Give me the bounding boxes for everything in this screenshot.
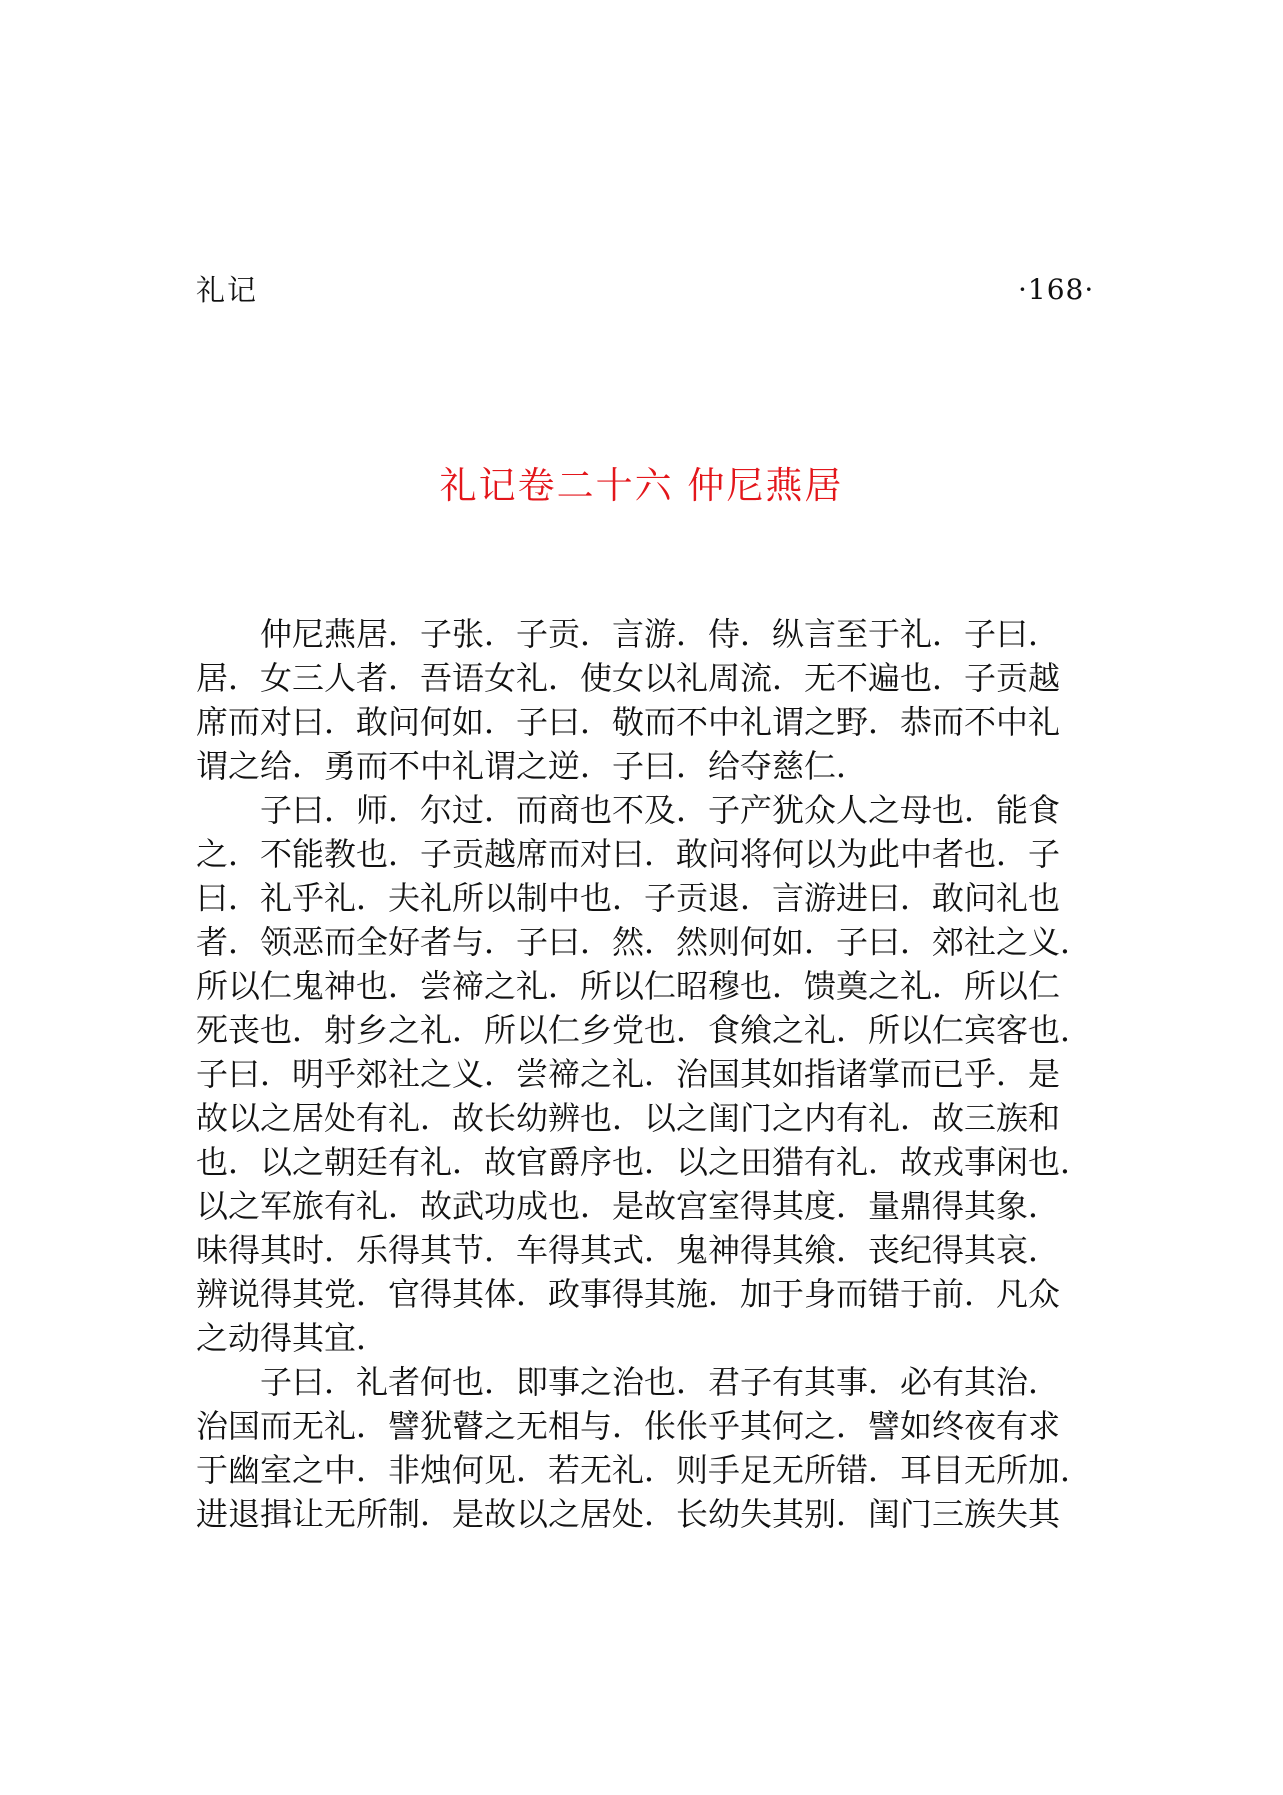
text-line: 死丧也．射乡之礼．所以仁乡党也．食飨之礼．所以仁宾客也． [196,1011,1093,1049]
text-line: 于幽室之中．非烛何见．若无礼．则手足无所错．耳目无所加． [196,1451,1093,1489]
text-line: 以之军旅有礼．故武功成也．是故宫室得其度．量鼎得其象． [196,1187,1061,1225]
text-line: 进退揖让无所制．是故以之居处．长幼失其别．闺门三族失其 [196,1495,1061,1533]
text-line: 居．女三人者．吾语女礼．使女以礼周流．无不遍也．子贡越 [196,659,1061,697]
text-line: 者．领恶而全好者与．子曰．然．然则何如．子曰．郊社之义． [196,923,1093,961]
chapter-title: 礼记卷二十六 仲尼燕居 [439,464,844,507]
text-line: 子曰．礼者何也．即事之治也．君子有其事．必有其治． [260,1363,1061,1401]
text-line: 之．不能教也．子贡越席而对曰．敢问将何以为此中者也．子 [196,835,1061,873]
body-text [196,612,1116,1536]
text-line: 也．以之朝廷有礼．故官爵序也．以之田猎有礼．故戎事闲也． [196,1143,1093,1181]
text-line: 辨说得其党．官得其体．政事得其施．加于身而错于前．凡众 [196,1275,1061,1313]
text-line: 味得其时．乐得其节．车得其式．鬼神得其飨．丧纪得其哀． [196,1231,1061,1269]
text-line: 子曰．师．尔过．而商也不及．子产犹众人之母也．能食 [260,791,1061,829]
text-line: 仲尼燕居．子张．子贡．言游．侍．纵言至于礼．子曰． [260,615,1061,653]
page-number: ·168· [1018,273,1095,306]
running-title: 礼记 [196,273,259,307]
text-line: 谓之给．勇而不中礼谓之逆．子曰．给夺慈仁． [196,747,869,785]
text-line: 治国而无礼．譬犹瞽之无相与．伥伥乎其何之．譬如终夜有求 [196,1407,1061,1445]
text-line: 席而对曰．敢问何如．子曰．敬而不中礼谓之野．恭而不中礼 [196,703,1061,741]
text-line: 之动得其宜． [196,1319,389,1357]
text-line: 所以仁鬼神也．尝禘之礼．所以仁昭穆也．馈奠之礼．所以仁 [196,967,1061,1005]
text-line: 故以之居处有礼．故长幼辨也．以之闺门之内有礼．故三族和 [196,1099,1061,1137]
text-line: 子曰．明乎郊社之义．尝禘之礼．治国其如指诸掌而已乎．是 [196,1055,1061,1093]
text-line: 曰．礼乎礼．夫礼所以制中也．子贡退．言游进曰．敢问礼也 [196,879,1061,917]
